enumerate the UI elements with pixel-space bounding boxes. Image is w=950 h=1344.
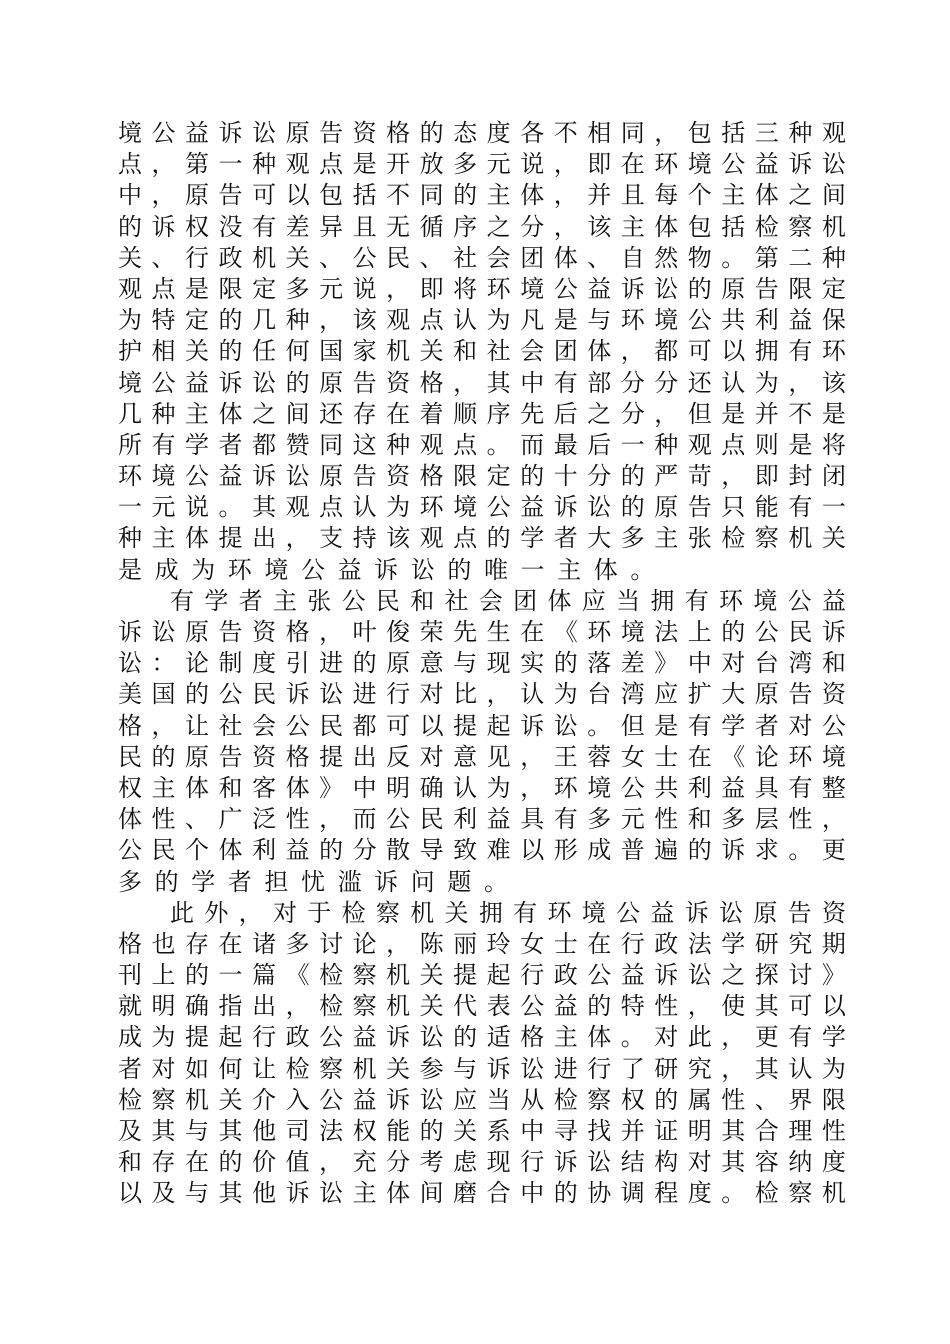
text-line: 环 境 公 益 诉 讼 原 告 资 格 限 定 的 十 分 的 严 苛 ， 即 封 闭	[118, 462, 846, 491]
text-line: 多 的 学 者 担 忧 滥 诉 问 题 。	[118, 867, 508, 896]
text-line: 检 察 机 关 介 入 公 益 诉 讼 应 当 从 检 察 权 的 属 性 、 界 限	[118, 1085, 846, 1114]
text-line: 境 公 益 诉 讼 的 原 告 资 格 ， 其 中 有 部 分 分 还 认 为 ， 该	[118, 368, 846, 397]
text-line: 种 主 体 提 出 ， 支 持 该 观 点 的 学 者 大 多 主 张 检 察 机 关	[118, 524, 846, 553]
text-line: 的 诉 权 没 有 差 异 且 无 循 序 之 分 ， 该 主 体 包 括 检 察 机	[118, 212, 846, 241]
text-line: 民 的 原 告 资 格 提 出 反 对 意 见 ， 王 蓉 女 士 在 《 论 环 境	[118, 742, 846, 771]
text-line: 格 也 存 在 诸 多 讨 论 ， 陈 丽 玲 女 士 在 行 政 法 学 研 究 期	[118, 929, 846, 958]
text-line: 格 ， 让 社 会 公 民 都 可 以 提 起 诉 讼 。 但 是 有 学 者 对 公	[118, 711, 846, 740]
text-line: 讼 ： 论 制 度 引 进 的 原 意 与 现 实 的 落 差 》 中 对 台 湾 和	[118, 649, 846, 678]
body-text	[118, 118, 846, 1210]
text-line: 为 特 定 的 几 种 ， 该 观 点 认 为 凡 是 与 环 境 公 共 利 益 保	[118, 306, 846, 335]
text-line: 者 对 如 何 让 检 察 机 关 参 与 诉 讼 进 行 了 研 究 ， 其 认 为	[118, 1054, 846, 1083]
text-line: 公 民 个 体 利 益 的 分 散 导 致 难 以 形 成 普 遍 的 诉 求 。 更	[118, 836, 846, 865]
text-line: 就 明 确 指 出 ， 检 察 机 关 代 表 公 益 的 特 性 ， 使 其 可 以	[118, 992, 846, 1021]
text-line: 诉 讼 原 告 资 格 ， 叶 俊 荣 先 生 在 《 环 境 法 上 的 公 民 诉	[118, 618, 846, 646]
text-line: 有 学 者 主 张 公 民 和 社 会 团 体 应 当 拥 有 环 境 公 益	[170, 586, 846, 615]
text-line: 权 主 体 和 客 体 》 中 明 确 认 为 ， 环 境 公 共 利 益 具 有 整	[118, 773, 846, 802]
text-line: 护 相 关 的 任 何 国 家 机 关 和 社 会 团 体 ， 都 可 以 拥 有 环	[118, 337, 846, 366]
text-line: 观 点 是 限 定 多 元 说 ， 即 将 环 境 公 益 诉 讼 的 原 告 限 定	[118, 274, 846, 303]
text-line: 境 公 益 诉 讼 原 告 资 格 的 态 度 各 不 相 同 ， 包 括 三 种 观	[118, 119, 846, 147]
text-line: 刊 上 的 一 篇 《 检 察 机 关 提 起 行 政 公 益 诉 讼 之 探 讨 》	[118, 961, 846, 990]
text-line: 体 性 、 广 泛 性 ， 而 公 民 利 益 具 有 多 元 性 和 多 层 性 ，	[118, 805, 846, 834]
text-line: 成 为 提 起 行 政 公 益 诉 讼 的 适 格 主 体 。 对 此 ， 更 有 学	[118, 1023, 846, 1052]
text-line: 关 、 行 政 机 关 、 公 民 、 社 会 团 体 、 自 然 物 。 第 二 种	[118, 243, 846, 272]
text-line: 几 种 主 体 之 间 还 存 在 着 顺 序 先 后 之 分 ， 但 是 并 不 是	[118, 399, 846, 428]
text-line: 及 其 与 其 他 司 法 权 能 的 关 系 中 寻 找 并 证 明 其 合 理 性	[118, 1117, 846, 1145]
text-line: 美 国 的 公 民 诉 讼 进 行 对 比 ， 认 为 台 湾 应 扩 大 原 告 资	[118, 680, 846, 709]
text-line: 一 元 说 。 其 观 点 认 为 环 境 公 益 诉 讼 的 原 告 只 能 有 一	[118, 493, 846, 522]
text-line: 所 有 学 者 都 赞 同 这 种 观 点 。 而 最 后 一 种 观 点 则 是 将	[118, 430, 846, 459]
text-line: 中 ， 原 告 可 以 包 括 不 同 的 主 体 ， 并 且 每 个 主 体 之 间	[118, 181, 846, 210]
text-line: 此 外 ， 对 于 检 察 机 关 拥 有 环 境 公 益 诉 讼 原 告 资	[170, 898, 846, 927]
text-line: 和 存 在 的 价 值 ， 充 分 考 虑 现 行 诉 讼 结 构 对 其 容 纳 度	[118, 1148, 846, 1177]
text-line: 是 成 为 环 境 公 益 诉 讼 的 唯 一 主 体 。	[118, 555, 655, 584]
text-line: 以 及 与 其 他 诉 讼 主 体 间 磨 合 中 的 协 调 程 度 。 检 察 机	[118, 1179, 846, 1208]
text-line: 点 ， 第 一 种 观 点 是 开 放 多 元 说 ， 即 在 环 境 公 益 诉 讼	[118, 150, 846, 179]
